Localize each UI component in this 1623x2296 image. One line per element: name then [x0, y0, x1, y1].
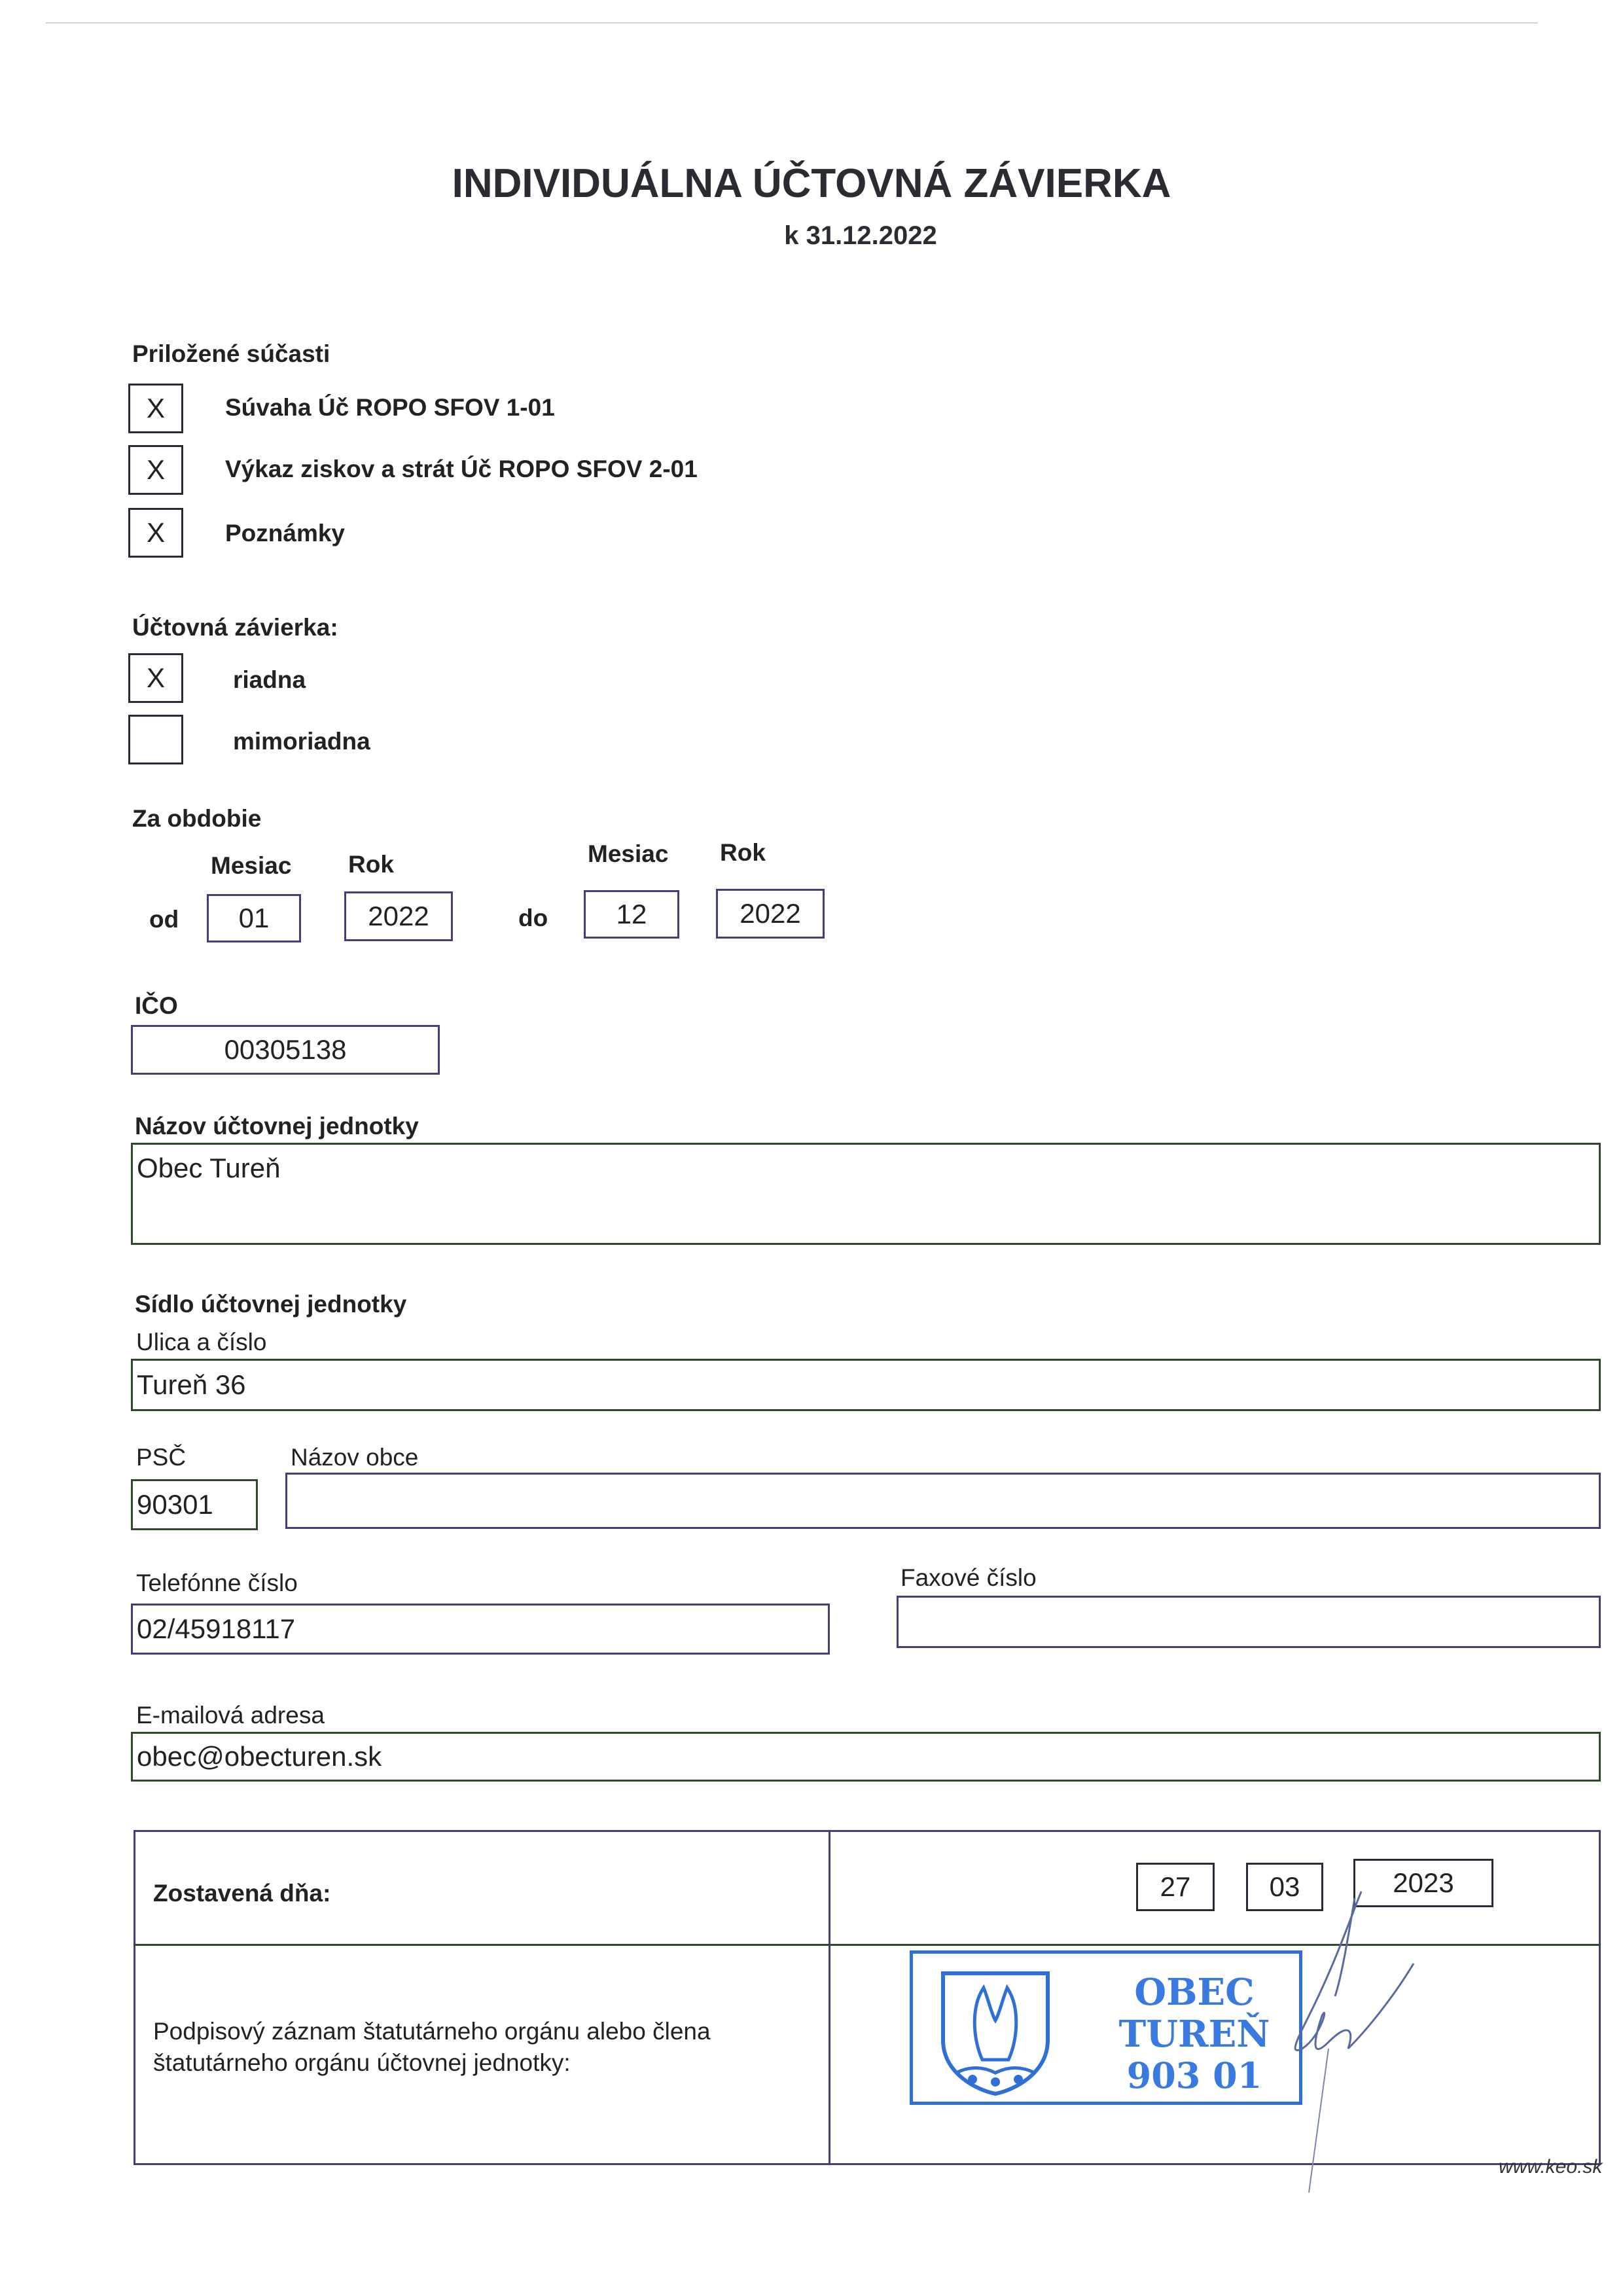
stamp-line1: OBEC: [1134, 1971, 1255, 2014]
email-field[interactable]: [131, 1732, 1601, 1782]
psc-label: PSČ: [136, 1444, 187, 1471]
attachment-label-poznamky: Poznámky: [225, 520, 346, 547]
phone-field[interactable]: [131, 1604, 830, 1655]
statement-label-mimoriadna: mimoriadna: [233, 728, 370, 755]
signature-label-line2: štatutárneho orgánu účtovnej jednotky:: [153, 2049, 571, 2076]
statement-type-heading: Účtovná závierka:: [132, 614, 338, 641]
psc-field[interactable]: [131, 1479, 258, 1530]
table-vertical-divider: [829, 1830, 830, 2165]
stamp-line3: 903 01: [1126, 2054, 1262, 2096]
attachment-label-suvaha: Súvaha Úč ROPO SFOV 1-01: [225, 394, 555, 421]
checkbox-poznamky[interactable]: X: [128, 508, 183, 558]
psc-value: 90301: [137, 1489, 213, 1520]
email-value: obec@obecturen.sk: [137, 1741, 382, 1772]
compiled-day-field[interactable]: 27: [1136, 1863, 1215, 1911]
footer-url[interactable]: www.keo.sk: [1499, 2156, 1603, 2178]
street-field[interactable]: [131, 1359, 1601, 1411]
fax-field[interactable]: [897, 1596, 1601, 1648]
from-month-label: Mesiac: [211, 852, 292, 879]
email-label: E-mailová adresa: [136, 1702, 325, 1729]
town-label: Názov obce: [291, 1444, 419, 1471]
checkbox-vykaz[interactable]: X: [128, 445, 183, 495]
fax-label: Faxové číslo: [901, 1564, 1037, 1591]
to-label: do: [518, 905, 548, 931]
entity-name-label: Názov účtovnej jednotky: [135, 1113, 419, 1139]
page-subtitle: k 31.12.2022: [784, 221, 937, 250]
ico-field[interactable]: 00305138: [131, 1025, 440, 1075]
page-title: INDIVIDUÁLNA ÚČTOVNÁ ZÁVIERKA: [452, 161, 1171, 206]
official-stamp: [910, 1950, 1302, 2105]
compiled-date-label: Zostavená dňa:: [153, 1880, 331, 1907]
compiled-year-field[interactable]: 2023: [1353, 1859, 1493, 1907]
to-year-field[interactable]: 2022: [716, 889, 825, 939]
street-value: Tureň 36: [137, 1369, 246, 1400]
checkbox-mimoriadna[interactable]: [128, 715, 183, 764]
entity-name-value: Obec Tureň: [137, 1153, 281, 1183]
phone-value: 02/45918117: [137, 1613, 296, 1644]
statement-label-riadna: riadna: [233, 666, 306, 693]
town-field[interactable]: [285, 1473, 1601, 1529]
entity-seat-heading: Sídlo účtovnej jednotky: [135, 1291, 407, 1318]
top-rule: [46, 22, 1538, 24]
period-heading: Za obdobie: [132, 805, 262, 832]
from-label: od: [149, 906, 179, 933]
to-month-field[interactable]: 12: [584, 890, 679, 939]
stamp-line2: TUREŇ: [1118, 2013, 1270, 2056]
handwritten-signature: [1283, 1885, 1466, 2199]
attachment-label-vykaz: Výkaz ziskov a strát Úč ROPO SFOV 2-01: [225, 456, 698, 482]
ico-label: IČO: [135, 992, 178, 1019]
phone-label: Telefónne číslo: [136, 1570, 298, 1596]
from-year-label: Rok: [348, 851, 394, 878]
coat-of-arms-icon: [936, 1968, 1054, 2096]
checkbox-riadna[interactable]: X: [128, 653, 183, 703]
signature-label-line1: Podpisový záznam štatutárneho orgánu alebo člena: [153, 2018, 711, 2045]
to-month-label: Mesiac: [588, 840, 669, 867]
from-year-field[interactable]: 2022: [344, 891, 453, 941]
from-month-field[interactable]: 01: [207, 894, 301, 942]
signature-label: [153, 2016, 711, 2079]
entity-name-field[interactable]: [131, 1143, 1601, 1245]
checkbox-suvaha[interactable]: X: [128, 384, 183, 433]
compiled-month-field[interactable]: 03: [1246, 1863, 1323, 1911]
street-label: Ulica a číslo: [136, 1329, 267, 1355]
attachments-heading: Priložené súčasti: [132, 340, 330, 367]
to-year-label: Rok: [720, 839, 766, 866]
